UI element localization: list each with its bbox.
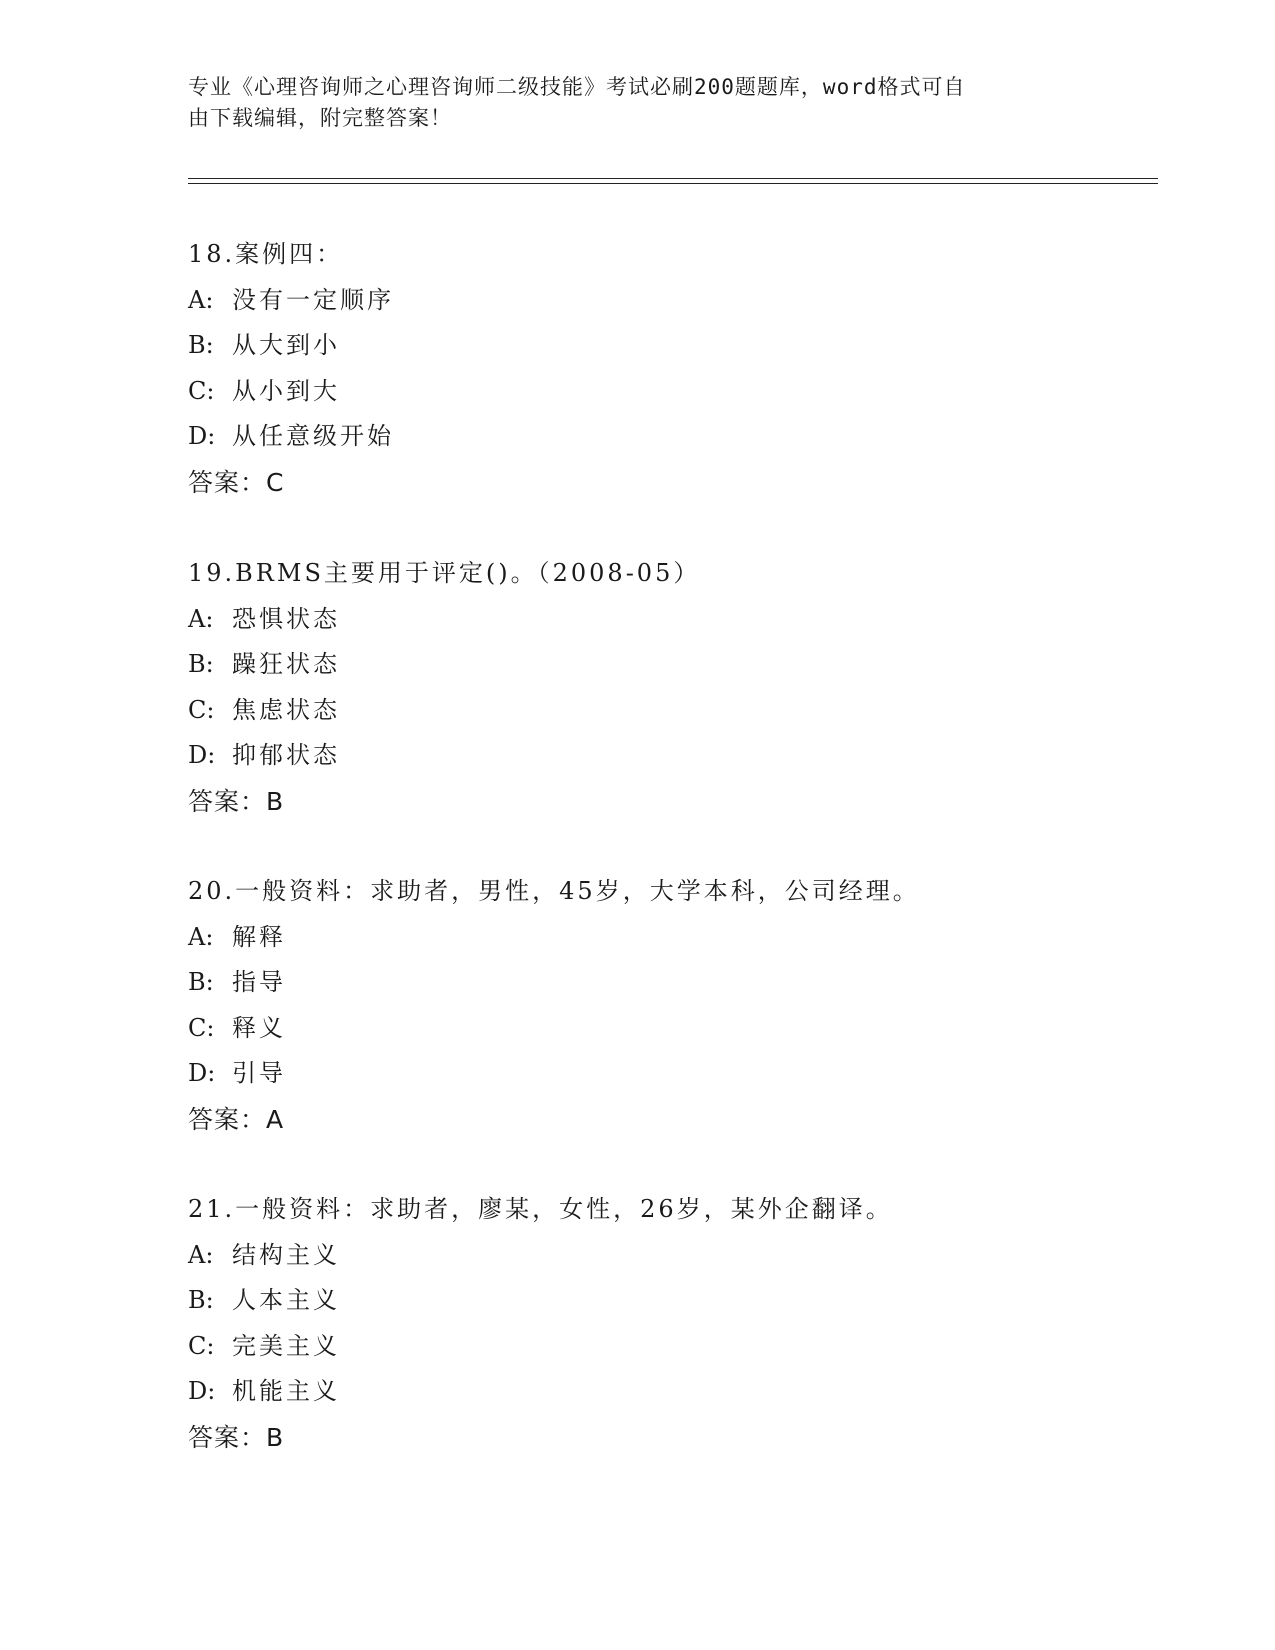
question-18: [188, 232, 1148, 505]
option-letter: B:: [188, 1286, 214, 1314]
option-text: 躁狂状态: [232, 650, 340, 678]
option-text: 释义: [232, 1013, 286, 1042]
option-letter: D:: [188, 741, 216, 769]
answer-line: 答案：B: [188, 1422, 285, 1452]
option-text: 恐惧状态: [232, 604, 340, 633]
answer-line: 答案：C: [188, 467, 285, 497]
option-d: [188, 1051, 1148, 1097]
question-stem: 20.一般资料：求助者，男性，45岁，大学本科，公司经理。: [188, 877, 920, 905]
question-19: [188, 551, 1148, 824]
option-text: 引导: [232, 1059, 286, 1087]
option-text: 从任意级开始: [232, 422, 394, 450]
question-stem: 19.BRMS主要用于评定()。（2008-05）: [188, 559, 701, 587]
option-c: [188, 1324, 1148, 1370]
option-letter: D:: [188, 422, 216, 450]
option-d: [188, 414, 1148, 460]
option-a: [188, 915, 1148, 961]
option-b: [188, 960, 1148, 1006]
option-letter: A:: [188, 604, 214, 633]
question-20: [188, 869, 1148, 1142]
document-header: [188, 72, 1088, 134]
option-letter: C:: [188, 1331, 215, 1360]
header-line-2: 由下载编辑，附完整答案！: [188, 106, 452, 130]
option-letter: B:: [188, 331, 214, 359]
option-d: [188, 733, 1148, 779]
option-a: [188, 597, 1148, 643]
option-text: 完美主义: [232, 1331, 340, 1360]
option-d: [188, 1369, 1148, 1415]
option-letter: B:: [188, 968, 214, 996]
option-b: [188, 1278, 1148, 1324]
option-text: 从小到大: [232, 376, 340, 405]
question-stem: 18.案例四：: [188, 240, 344, 268]
option-text: 从大到小: [232, 331, 340, 359]
option-c: [188, 1006, 1148, 1052]
option-letter: C:: [188, 1013, 215, 1042]
option-letter: B:: [188, 650, 214, 678]
question-21: [188, 1187, 1148, 1460]
option-text: 机能主义: [232, 1377, 340, 1405]
option-text: 人本主义: [232, 1286, 340, 1314]
header-divider-bottom: [188, 183, 1158, 184]
option-text: 没有一定顺序: [232, 285, 394, 314]
option-text: 结构主义: [232, 1240, 340, 1269]
option-b: [188, 323, 1148, 369]
option-a: [188, 278, 1148, 324]
option-c: [188, 369, 1148, 415]
header-divider-top: [188, 178, 1158, 179]
option-letter: A:: [188, 285, 214, 314]
option-text: 焦虑状态: [232, 695, 340, 724]
header-line-1: 专业《心理咨询师之心理咨询师二级技能》考试必刷200题题库，word格式可自: [188, 75, 966, 99]
option-letter: D:: [188, 1059, 216, 1087]
option-b: [188, 642, 1148, 688]
option-letter: A:: [188, 1240, 214, 1269]
option-letter: A:: [188, 922, 214, 951]
option-text: 解释: [232, 922, 286, 951]
option-text: 抑郁状态: [232, 741, 340, 769]
answer-line: 答案：B: [188, 786, 285, 816]
option-letter: C:: [188, 376, 215, 405]
option-text: 指导: [232, 968, 286, 996]
answer-line: 答案：A: [188, 1104, 285, 1134]
option-c: [188, 688, 1148, 734]
question-stem: 21.一般资料：求助者，廖某，女性，26岁，某外企翻译。: [188, 1195, 893, 1223]
option-letter: D:: [188, 1377, 216, 1405]
option-letter: C:: [188, 695, 215, 724]
option-a: [188, 1233, 1148, 1279]
